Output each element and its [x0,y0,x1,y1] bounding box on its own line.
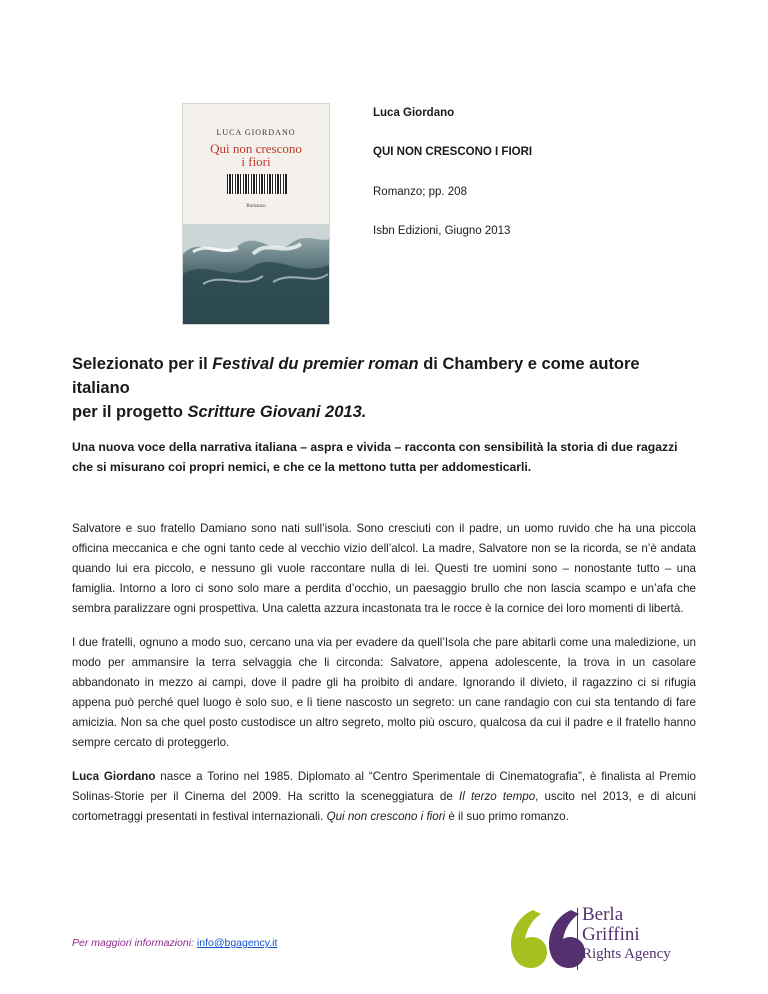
book-title: QUI NON CRESCONO I FIORI [373,146,533,158]
bio-author-name: Luca Giordano [72,770,156,783]
headline [72,352,696,424]
bio-film-title: Il terzo tempo [458,790,536,803]
book-genre-pages: Romanzo; pp. 208 [373,186,467,198]
author-bio-paragraph [72,767,696,827]
logo-line3: Rights Agency [582,946,671,962]
cover-title-line2: i fiori [241,154,271,169]
cover-series: Romanzo [246,204,266,209]
tagline: Una nuova voce della narrativa italiana – aspra e vivida – racconta con sensibilità la storia di due ragazzi che si misurano coi propri nemici, e che ce la mettono tutta per addomesticarli. [72,440,678,474]
headline-part1: Selezionato per il [72,355,213,373]
headline-project: Scritture Giovani 2013. [187,403,367,421]
logo-line1: Berla [582,904,624,925]
headline-part2: di Chambery e come autore italiano [72,355,640,397]
book-cover-image [182,103,330,325]
barcode-icon [227,174,287,194]
logo-line2: Griffini [582,924,640,945]
cover-author: LUCA GIORDANO [216,128,296,137]
cover-title [183,142,329,168]
synopsis-paragraph-2: I due fratelli, ognuno a modo suo, cercano una via per evadere da quell’Isola che pare abitarli come una maledizione, un modo per ammansire la terra selvaggia che li circonda: Salvatore, appena adolescente, la trova in un casolare abbandonato in mezzo ai campi, dove il padre gli ha proibito di andare. Ignorando il divieto, il ragazzino ci si rifugia appena può perché quel luogo è solo suo, e lì tiene nascosto un segreto: un cane randagio con cui sta tentando di fare amicizia. Non sa che quel posto custodisce un altro segreto, molto più oscuro, qualcosa da cui il padre e il fratello hanno sempre cercato di proteggerlo. [72,636,696,749]
headline-part3: per il progetto [72,403,188,421]
synopsis-paragraph-1: Salvatore e suo fratello Damiano sono nati sull’isola. Sono cresciuti con il padre, un uomo ruvido che ha una piccola officina meccanica e che ogni tanto cede al vecchio vizio dell’alcol. La madre, Salvatore non se la ricorda, se n’è andata quando lui era piccolo, e nessuno gli vuole raccontare nulla di lei. Questi tre uomini sono – nonostante tutto – una famiglia. Intorno a loro ci sono solo mare a perdita d’occhio, un paesaggio brullo che non lascia scampo e un’afa che sembra paralizzare ogni prospettiva. Una caletta azzura incastonata tra le rocce è la cornice dei loro momenti di libertà. [72,522,696,615]
headline-festival: Festival du premier roman [212,355,419,373]
footer-email-link[interactable]: info@bgagency.it [196,937,278,949]
logo-divider [577,908,578,970]
cover-title-line1: Qui non crescono [210,141,302,156]
bio-text-b: , uscito nel 2013, e di alcuni cortometraggi presentati in festival internazionali. [72,790,696,823]
bio-book-title: Qui non crescono i fiori [326,810,446,823]
footer-label: Per maggiori informazioni: [72,937,197,949]
book-author: Luca Giordano [373,107,455,119]
bio-text-c: è il suo primo romanzo. [445,810,569,823]
book-publisher-date: Isbn Edizioni, Giugno 2013 [373,225,511,237]
bio-text-a: nasce a Torino nel 1985. Diplomato al “Centro Sperimentale di Cinematografia”, è finalista al Premio Solinas-Storie per il Cinema del 2009. Ha scritto la sceneggiatura de [72,770,696,803]
sea-waves-illustration [183,224,330,324]
footer-contact [72,937,277,949]
